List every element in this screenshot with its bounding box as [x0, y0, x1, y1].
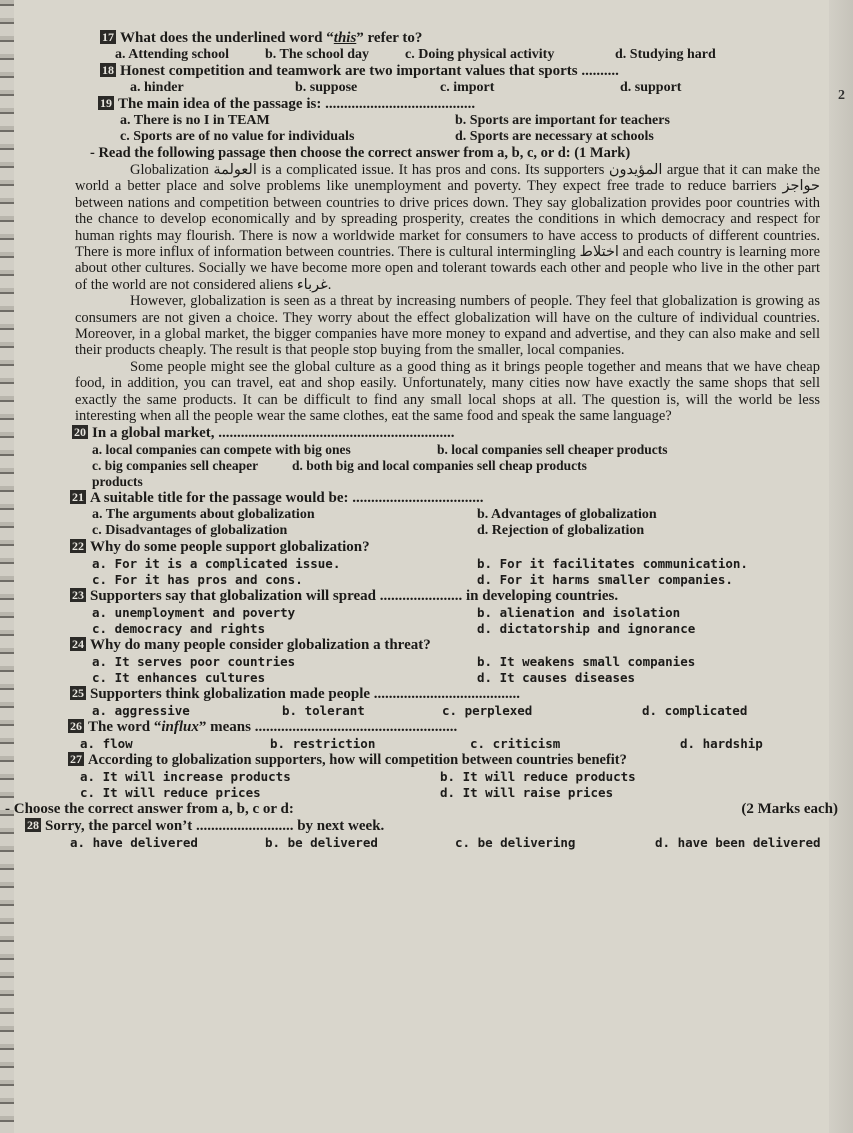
options-19: [120, 113, 830, 145]
question-number: 19: [100, 96, 112, 110]
passage-paragraph-1: Globalization العولمة is a complicated issue. It has pros and cons. Its supporters المؤيدون argue that it can make the world a better place and solve problems like unemployment and poverty. They expect free trade to reduce barriers حواجز between nations and competition between countries to drive prices down. They say globalization provides poor countries with the chance to develop economically and by spreading prosperity, creates the conditions in which democracy and respect for human rights may flourish. There is now a worldwide market for consumers to have access to products of different countries. There is more influx of information between countries. There is cultural intermingling اختلاط and each country is learning more about other cultures. Socially we have become more open and tolerant towards each other and people who live in the other part of the world are not considered aliens غرباء.: [75, 162, 821, 293]
options-20: [92, 442, 830, 458]
option-b[interactable]: b. be delivered: [265, 834, 378, 850]
options-21: [92, 507, 830, 539]
option-c[interactable]: c. Doing physical activity: [405, 47, 555, 62]
option-c[interactable]: c. big companies sell cheaper products: [92, 457, 258, 489]
option-a[interactable]: a. unemployment and poverty: [92, 604, 296, 620]
grammar-instruction: - Choose the correct answer from a, b, c or d: (2 Marks each): [5, 800, 838, 817]
options-28: [70, 835, 830, 851]
options-25: [92, 703, 830, 719]
option-c[interactable]: c. democracy and rights: [92, 620, 266, 636]
option-a[interactable]: a. flow: [80, 735, 133, 751]
options-23: [92, 605, 830, 637]
option-d[interactable]: d. dictatorship and ignorance: [477, 620, 696, 636]
question-19: 19 The main idea of the passage is: ........................................: [100, 96, 476, 112]
question-24: 24 Why do many people consider globalization a threat?: [72, 636, 431, 653]
option-d[interactable]: d. complicated: [642, 702, 748, 718]
option-d[interactable]: d. support: [620, 80, 682, 95]
option-c[interactable]: c. It enhances cultures: [92, 669, 266, 685]
option-a[interactable]: a. There is no I in TEAM: [120, 113, 270, 128]
worksheet-page: [5, 30, 838, 1125]
side-mark: 2: [838, 88, 845, 103]
option-c[interactable]: c. import: [440, 80, 495, 95]
option-b[interactable]: b. alienation and isolation: [477, 604, 681, 620]
question-number: 20: [74, 424, 86, 439]
options-18: [130, 80, 830, 96]
question-28: 28 Sorry, the parcel won’t .......................... by next week.: [27, 817, 385, 834]
option-b[interactable]: b. tolerant: [282, 702, 365, 718]
option-c[interactable]: c. be delivering: [455, 834, 576, 850]
question-number: 22: [72, 538, 84, 553]
option-c[interactable]: c. perplexed: [442, 702, 533, 718]
question-17: 17 What does the underlined word “this” refer to?: [102, 30, 423, 46]
option-b[interactable]: b. It will reduce products: [440, 768, 636, 784]
options-26: [80, 736, 830, 752]
option-a[interactable]: a. The arguments about globalization: [92, 506, 315, 522]
option-b[interactable]: b. It weakens small companies: [477, 653, 696, 669]
question-22: 22 Why do some people support globalization?: [72, 538, 370, 555]
option-d[interactable]: d. Studying hard: [615, 47, 716, 62]
question-number: 26: [70, 718, 82, 733]
option-b[interactable]: b. Advantages of globalization: [477, 506, 657, 522]
option-b[interactable]: b. suppose: [295, 80, 358, 95]
reading-passage: [75, 162, 820, 425]
question-26: 26 The word “influx” means ......................................................: [70, 718, 458, 735]
influx-word: influx: [161, 718, 199, 735]
option-b[interactable]: b. restriction: [270, 735, 376, 751]
options-24: [92, 654, 830, 686]
options-17: [115, 47, 830, 63]
passage-paragraph-2: However, globalization is seen as a threat by increasing numbers of people. They feel that globalization is growing as consumers are not given a choice. They worry about the effect globalization will have on the culture of individual countries. Moreover, in a global market, the bigger companies have more money to expand and advertise, and they can also make and sell their products cheaply. The result is that people stop buying from the smaller, local companies.: [75, 293, 820, 359]
option-d[interactable]: d. Rejection of globalization: [477, 522, 645, 538]
question-25: 25 Supporters think globalization made people .......................................: [72, 685, 521, 702]
option-a[interactable]: a. have delivered: [70, 834, 198, 850]
question-21: 21 A suitable title for the passage would be: ...................................: [72, 489, 484, 506]
option-a[interactable]: a. Attending school: [115, 47, 229, 62]
option-a[interactable]: a. aggressive: [92, 702, 190, 718]
question-number: 27: [70, 751, 82, 766]
options-22: [92, 556, 830, 588]
option-b[interactable]: b. local companies sell cheaper products: [437, 441, 668, 457]
option-c[interactable]: c. It will reduce prices: [80, 784, 261, 800]
question-27: 27 According to globalization supporters, how will competition between countries benefit?: [70, 751, 627, 768]
option-d[interactable]: d. It will raise prices: [440, 784, 614, 800]
option-c[interactable]: c. Disadvantages of globalization: [92, 522, 288, 538]
option-a[interactable]: a. It serves poor countries: [92, 653, 296, 669]
question-number: 17: [102, 30, 114, 44]
reading-instruction: - Read the following passage then choose the correct answer from a, b, c, or d: (1 Mark): [90, 145, 631, 161]
question-23: 23 Supporters say that globalization will spread ...................... in developing countries.: [72, 587, 619, 604]
question-number: 23: [72, 587, 84, 602]
option-c[interactable]: c. Sports are of no value for individuals: [120, 129, 355, 144]
question-number: 25: [72, 685, 84, 700]
option-a[interactable]: a. For it is a complicated issue.: [92, 555, 341, 571]
option-a[interactable]: a. It will increase products: [80, 768, 291, 784]
question-number: 18: [102, 63, 114, 77]
option-d[interactable]: d. For it harms smaller companies.: [477, 571, 733, 587]
marks-label: (2 Marks each): [741, 800, 838, 817]
option-d[interactable]: d. both big and local companies sell cheap products: [292, 457, 587, 473]
question-number: 28: [27, 817, 39, 832]
option-a[interactable]: a. hinder: [130, 80, 184, 95]
option-d[interactable]: d. Sports are necessary at schools: [455, 129, 654, 144]
option-b[interactable]: b. Sports are important for teachers: [455, 113, 670, 128]
question-number: 24: [72, 636, 84, 651]
option-b[interactable]: b. For it facilitates communication.: [477, 555, 748, 571]
passage-paragraph-3: Some people might see the global culture as a good thing as it brings people together and means that we have cheap food, in addition, you can travel, eat and shop easily. Unfortunately, many cities now have exactly the same shops that sell exactly the same products. It can be difficult to find any small local shops at all. The question is, will the world be less interesting when all the people wear the same clothes, eat the same food and speak the same language?: [75, 358, 820, 425]
option-d[interactable]: d. It causes diseases: [477, 669, 636, 685]
page-edge: [829, 0, 853, 1133]
question-number: 21: [72, 489, 84, 504]
option-b[interactable]: b. The school day: [265, 47, 369, 62]
option-d[interactable]: d. have been delivered: [655, 834, 821, 850]
question-18: 18 Honest competition and teamwork are two important values that sports ..........: [102, 63, 619, 79]
options-20-row2: [92, 458, 830, 490]
option-a[interactable]: a. local companies can compete with big ones: [92, 441, 351, 457]
notebook-binding: [0, 0, 14, 1133]
options-27: [80, 769, 830, 801]
option-c[interactable]: c. For it has pros and cons.: [92, 571, 303, 587]
option-c[interactable]: c. criticism: [470, 735, 561, 751]
underlined-word: this: [333, 30, 357, 46]
question-20: 20 In a global market, ...............................................................: [74, 424, 455, 441]
option-d[interactable]: d. hardship: [680, 735, 763, 751]
